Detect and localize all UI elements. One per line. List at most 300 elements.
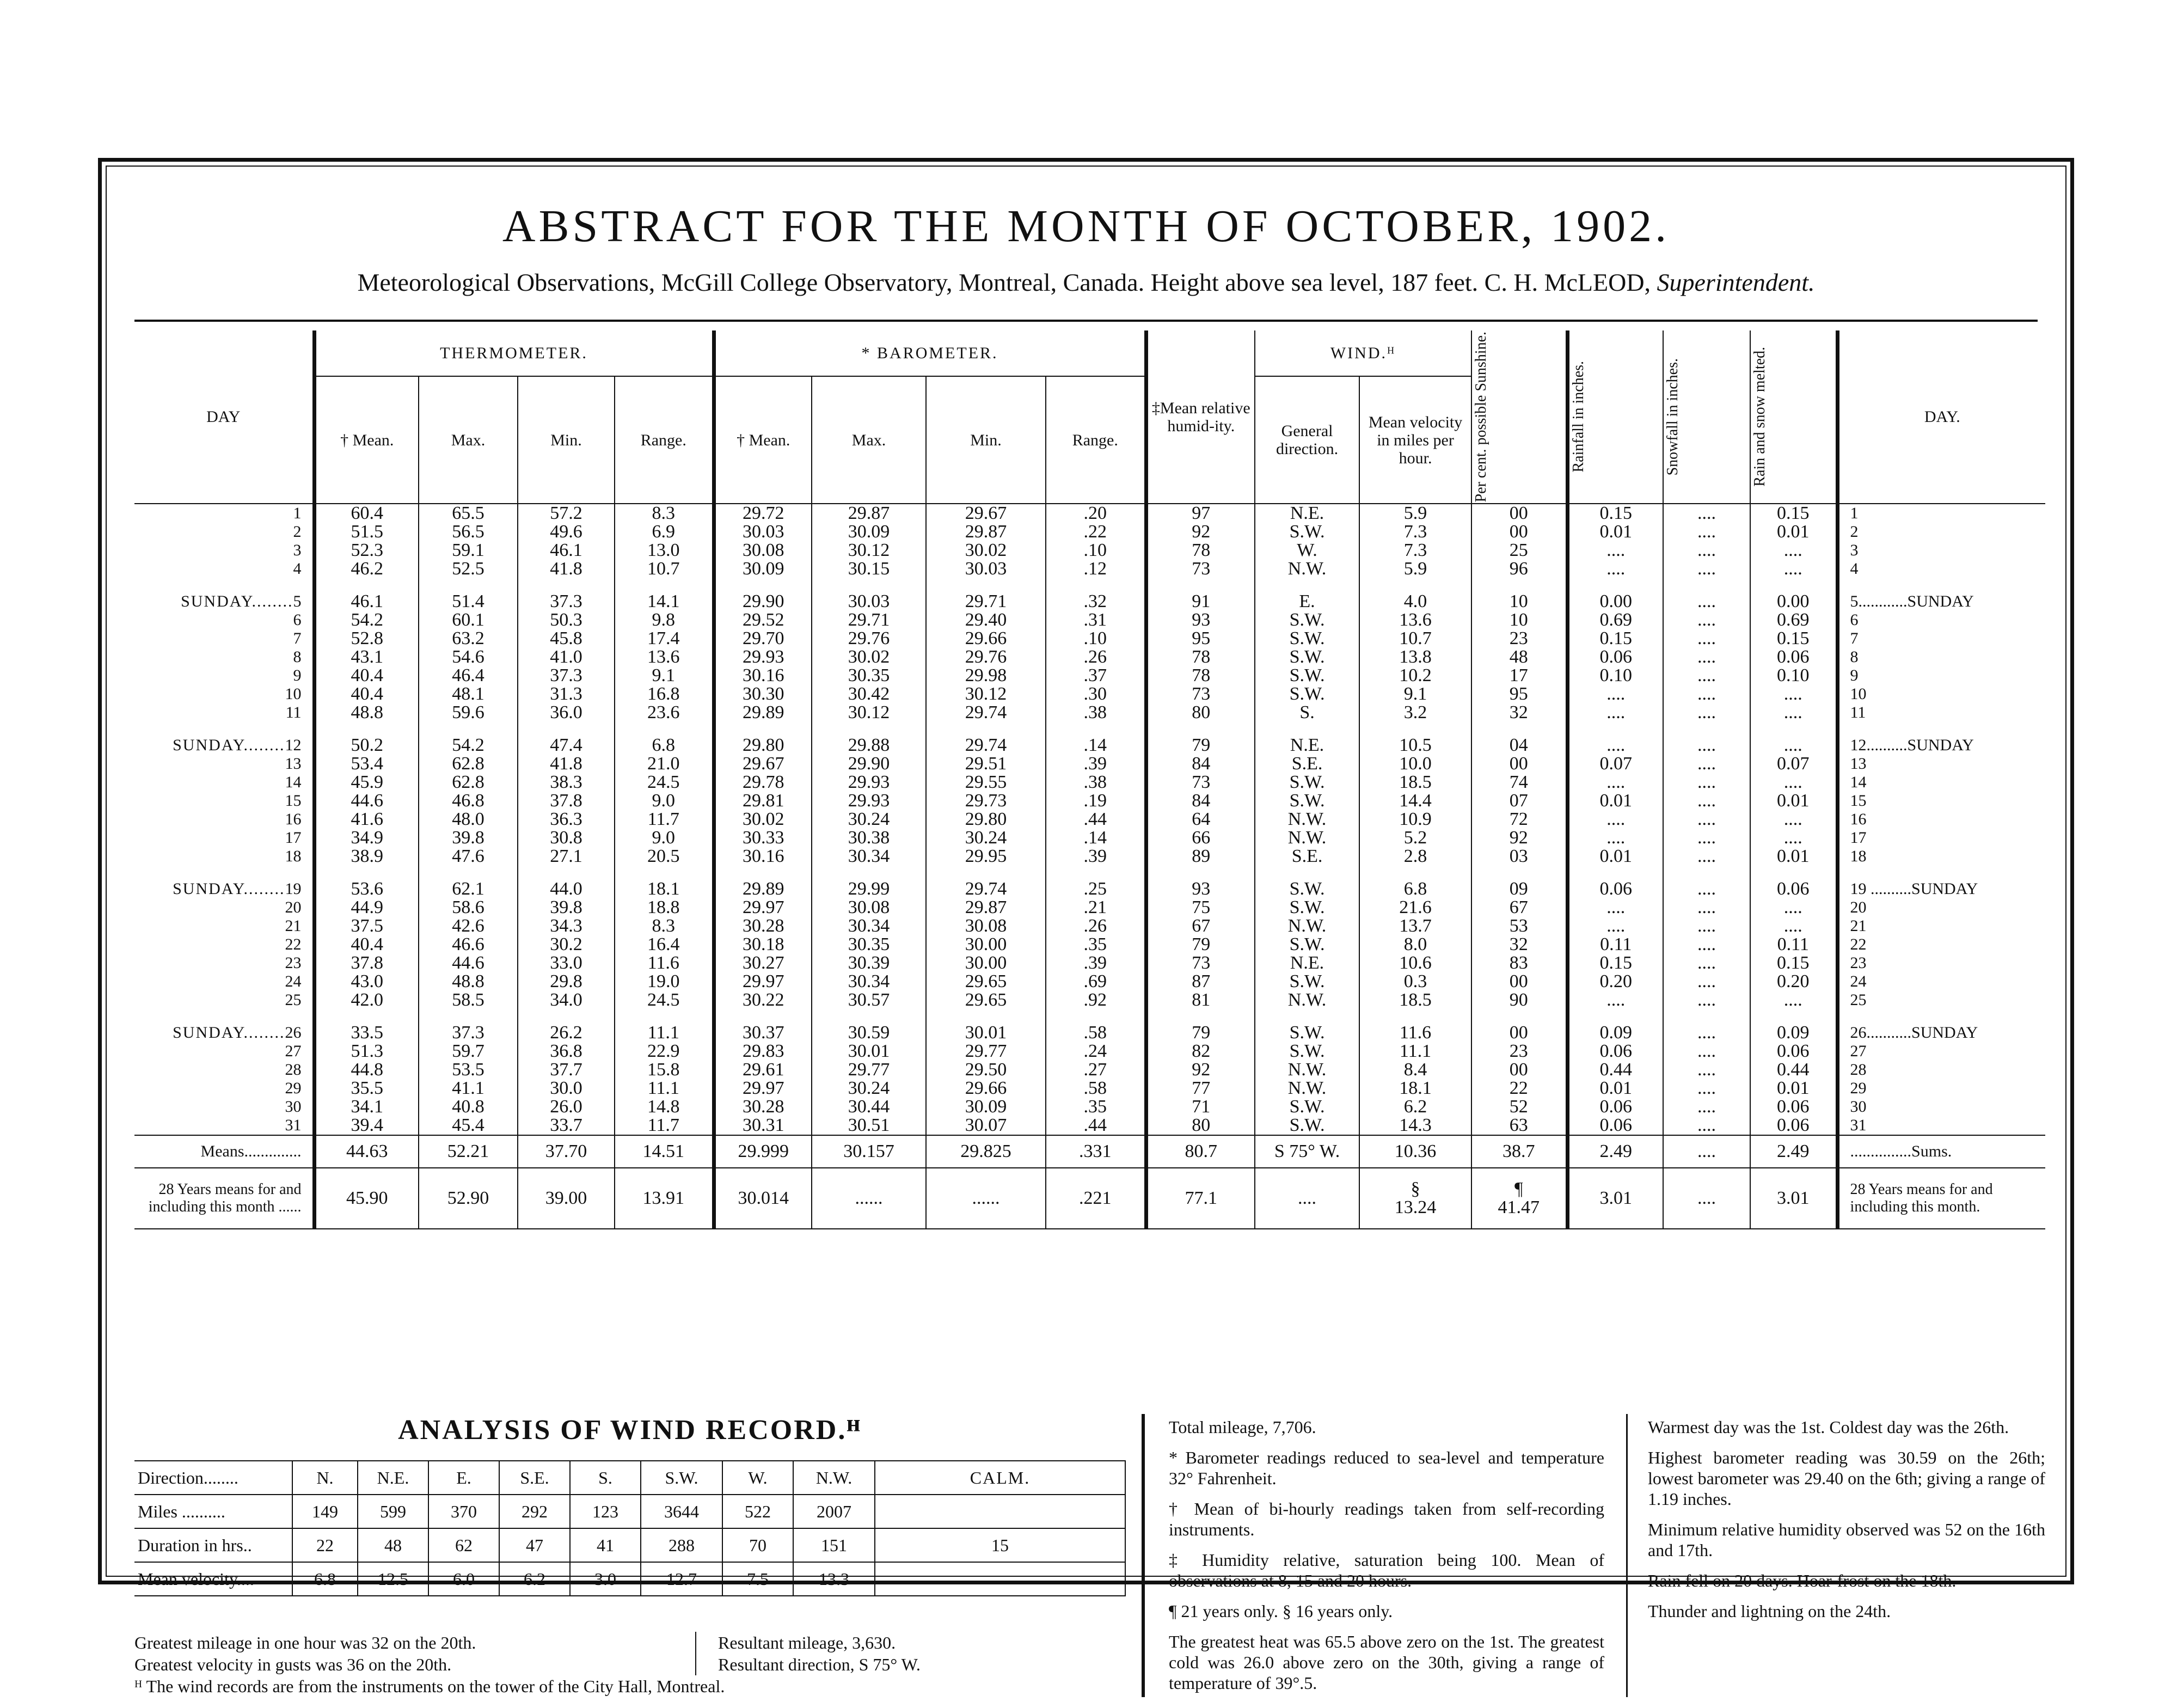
cell-bmax: 30.59	[812, 1024, 926, 1042]
cell-bmax: 30.42	[812, 685, 926, 703]
cell-tmean: 44.8	[314, 1061, 419, 1079]
cell-vel: 18.5	[1359, 773, 1471, 792]
years28-snow: ....	[1663, 1168, 1750, 1229]
cell-dir: S.W.	[1255, 792, 1359, 810]
cell-bmean: 30.03	[714, 523, 812, 541]
wind-cell: 2007	[793, 1495, 875, 1528]
cell-bmin: 29.77	[926, 1042, 1046, 1061]
cell-dir: S.W.	[1255, 523, 1359, 541]
cell-tmax: 62.8	[419, 755, 518, 773]
day-label	[134, 755, 314, 773]
cell-bmean: 29.52	[714, 611, 812, 629]
means-tmean: 44.63	[314, 1135, 419, 1168]
cell-bmin: 30.02	[926, 541, 1046, 560]
cell-tmax: 40.8	[419, 1098, 518, 1116]
cell-tmax: 44.6	[419, 954, 518, 972]
day-label-right: 27	[1837, 1042, 2045, 1061]
years28-brange: .221	[1046, 1168, 1146, 1229]
cell-brange: .31	[1046, 611, 1146, 629]
divider-right	[1626, 1414, 1628, 1697]
cell-rain: ....	[1567, 541, 1663, 560]
wind-note-greatest-mileage: Greatest mileage in one hour was 32 on the 20th.	[134, 1633, 476, 1652]
cell-vel: 11.6	[1359, 1024, 1471, 1042]
cell-vel: 10.2	[1359, 666, 1471, 685]
cell-trange: 6.9	[615, 523, 714, 541]
cell-hum: 81	[1146, 991, 1255, 1009]
wind-notes	[134, 1632, 1125, 1697]
cell-dir: S.W.	[1255, 648, 1359, 666]
cell-vel: 10.7	[1359, 629, 1471, 648]
cell-snow: ....	[1663, 935, 1750, 954]
cell-hum: 67	[1146, 917, 1255, 935]
cell-bmin: 29.66	[926, 629, 1046, 648]
means-trange: 14.51	[615, 1135, 714, 1168]
cell-rain: ....	[1567, 703, 1663, 722]
resultant-mileage: Resultant mileage, 3,630.	[718, 1633, 896, 1652]
cell-dir: N.E.	[1255, 954, 1359, 972]
cell-trange: 16.8	[615, 685, 714, 703]
cell-dir: N.W.	[1255, 1079, 1359, 1098]
day-label	[134, 648, 314, 666]
wind-cell: 41	[570, 1528, 641, 1562]
cell-hum: 93	[1146, 611, 1255, 629]
cell-tmin: 44.0	[518, 880, 615, 898]
cell-sun: 03	[1471, 847, 1567, 866]
cell-rain: 0.00	[1567, 592, 1663, 611]
col-rainfall: Rainfall in inches.	[1567, 330, 1663, 504]
day-label-right: 22	[1837, 935, 2045, 954]
cell-brange: .10	[1046, 629, 1146, 648]
day-label	[134, 880, 314, 898]
cell-tmax: 59.6	[419, 703, 518, 722]
cell-bmin: 29.74	[926, 880, 1046, 898]
cell-bmean: 30.30	[714, 685, 812, 703]
cell-bmean: 29.67	[714, 755, 812, 773]
cell-vel: 8.4	[1359, 1061, 1471, 1079]
cell-trange: 15.8	[615, 1061, 714, 1079]
cell-melt: ....	[1750, 703, 1837, 722]
cell-trange: 8.3	[615, 504, 714, 523]
day-number: 3	[293, 541, 302, 560]
col-baro-range: Range.	[1046, 376, 1146, 504]
cell-dir: S.W.	[1255, 1098, 1359, 1116]
cell-dir: S.W.	[1255, 1116, 1359, 1135]
cell-tmax: 45.4	[419, 1116, 518, 1135]
day-label-right: 26...........SUNDAY	[1837, 1024, 2045, 1042]
cell-rain: 0.06	[1567, 1116, 1663, 1135]
cell-tmin: 41.8	[518, 755, 615, 773]
cell-tmean: 53.6	[314, 880, 419, 898]
cell-vel: 21.6	[1359, 898, 1471, 917]
means-sun: 38.7	[1471, 1135, 1567, 1168]
means-hum: 80.7	[1146, 1135, 1255, 1168]
cell-bmean: 29.97	[714, 898, 812, 917]
cell-sun: 92	[1471, 829, 1567, 847]
cell-bmean: 30.16	[714, 666, 812, 685]
cell-tmax: 39.8	[419, 829, 518, 847]
col-therm-max: Max.	[419, 376, 518, 504]
years28-row	[134, 1168, 2045, 1229]
cell-rain: 0.20	[1567, 972, 1663, 991]
cell-vel: 6.8	[1359, 880, 1471, 898]
cell-hum: 77	[1146, 1079, 1255, 1098]
col-baro-min: Min.	[926, 376, 1046, 504]
col-group-barometer: * BAROMETER.	[714, 330, 1146, 376]
cell-vel: 10.9	[1359, 810, 1471, 829]
wind-cell: 149	[292, 1495, 358, 1528]
day-label	[134, 1116, 314, 1135]
cell-bmax: 30.15	[812, 560, 926, 578]
wind-row-label: Duration in hrs..	[134, 1528, 292, 1562]
cell-tmax: 48.1	[419, 685, 518, 703]
day-number: 31	[285, 1116, 302, 1135]
cell-sun: 74	[1471, 773, 1567, 792]
cell-brange: .10	[1046, 541, 1146, 560]
cell-bmean: 30.27	[714, 954, 812, 972]
day-label-right: 10	[1837, 685, 2045, 703]
cell-tmean: 33.5	[314, 1024, 419, 1042]
cell-sun: 25	[1471, 541, 1567, 560]
cell-trange: 8.3	[615, 917, 714, 935]
cell-bmean: 30.22	[714, 991, 812, 1009]
cell-rain: 0.01	[1567, 792, 1663, 810]
cell-trange: 11.7	[615, 1116, 714, 1135]
cell-tmax: 48.8	[419, 972, 518, 991]
cell-bmax: 30.51	[812, 1116, 926, 1135]
cell-snow: ....	[1663, 1098, 1750, 1116]
day-number: 24	[285, 972, 302, 991]
cell-tmin: 45.8	[518, 629, 615, 648]
cell-hum: 80	[1146, 1116, 1255, 1135]
cell-bmin: 29.40	[926, 611, 1046, 629]
cell-melt: ....	[1750, 541, 1837, 560]
cell-hum: 64	[1146, 810, 1255, 829]
cell-bmin: 30.12	[926, 685, 1046, 703]
cell-melt: ....	[1750, 829, 1837, 847]
sunday-label: SUNDAY........	[181, 592, 293, 611]
cell-trange: 23.6	[615, 703, 714, 722]
cell-rain: ....	[1567, 685, 1663, 703]
sunday-label: SUNDAY........	[173, 736, 285, 755]
cell-sun: 00	[1471, 972, 1567, 991]
cell-tmax: 58.5	[419, 991, 518, 1009]
table-row	[134, 898, 2045, 917]
cell-tmax: 46.6	[419, 935, 518, 954]
cell-bmean: 29.61	[714, 1061, 812, 1079]
day-label	[134, 972, 314, 991]
cell-tmean: 40.4	[314, 685, 419, 703]
cell-trange: 11.1	[615, 1024, 714, 1042]
wind-cell: 12.5	[358, 1562, 428, 1596]
cell-melt: 0.07	[1750, 755, 1837, 773]
day-label	[134, 1024, 314, 1042]
col-day: DAY	[134, 330, 314, 504]
cell-brange: .27	[1046, 1061, 1146, 1079]
means-tmax: 52.21	[419, 1135, 518, 1168]
cell-vel: 2.8	[1359, 847, 1471, 866]
cell-bmax: 30.03	[812, 592, 926, 611]
cell-hum: 71	[1146, 1098, 1255, 1116]
cell-bmean: 30.09	[714, 560, 812, 578]
wind-cell: 22	[292, 1528, 358, 1562]
cell-rain: ....	[1567, 810, 1663, 829]
cell-rain: 0.09	[1567, 1024, 1663, 1042]
cell-bmean: 29.70	[714, 629, 812, 648]
wind-cell: 292	[499, 1495, 570, 1528]
cell-tmean: 40.4	[314, 935, 419, 954]
cell-trange: 13.6	[615, 648, 714, 666]
cell-tmin: 37.3	[518, 592, 615, 611]
day-number: 4	[293, 560, 302, 578]
cell-bmax: 29.77	[812, 1061, 926, 1079]
cell-melt: ....	[1750, 917, 1837, 935]
cell-snow: ....	[1663, 504, 1750, 523]
cell-tmin: 30.2	[518, 935, 615, 954]
cell-vel: 8.0	[1359, 935, 1471, 954]
cell-melt: ....	[1750, 991, 1837, 1009]
wind-row-miles	[134, 1495, 1125, 1528]
cell-trange: 18.1	[615, 880, 714, 898]
note-right: Thunder and lightning on the 24th.	[1648, 1601, 1891, 1621]
table-row	[134, 880, 2045, 898]
col-day-right: DAY.	[1837, 330, 2045, 504]
table-row	[134, 648, 2045, 666]
cell-tmax: 53.5	[419, 1061, 518, 1079]
cell-brange: .58	[1046, 1024, 1146, 1042]
cell-dir: N.W.	[1255, 829, 1359, 847]
day-number: 15	[285, 792, 302, 810]
wind-cell: CALM.	[875, 1461, 1125, 1495]
day-label-right: 7	[1837, 629, 2045, 648]
cell-brange: .14	[1046, 736, 1146, 755]
means-bmin: 29.825	[926, 1135, 1046, 1168]
cell-tmax: 54.6	[419, 648, 518, 666]
cell-tmin: 37.7	[518, 1061, 615, 1079]
cell-rain: ....	[1567, 736, 1663, 755]
cell-trange: 11.7	[615, 810, 714, 829]
cell-vel: 11.1	[1359, 1042, 1471, 1061]
cell-melt: ....	[1750, 560, 1837, 578]
cell-bmean: 29.97	[714, 972, 812, 991]
cell-hum: 82	[1146, 1042, 1255, 1061]
day-number: 26	[285, 1024, 302, 1042]
years28-hum: 77.1	[1146, 1168, 1255, 1229]
years28-melt: 3.01	[1750, 1168, 1837, 1229]
cell-sun: 00	[1471, 504, 1567, 523]
cell-tmean: 40.4	[314, 666, 419, 685]
cell-sun: 10	[1471, 611, 1567, 629]
subtitle-superintendent: Superintendent.	[1657, 268, 1815, 296]
cell-sun: 09	[1471, 880, 1567, 898]
cell-brange: .24	[1046, 1042, 1146, 1061]
col-wind-direction: General direction.	[1255, 376, 1359, 504]
cell-tmax: 59.1	[419, 541, 518, 560]
means-melt: 2.49	[1750, 1135, 1837, 1168]
cell-melt: 0.11	[1750, 935, 1837, 954]
wind-cell: 522	[722, 1495, 793, 1528]
note-right: Warmest day was the 1st. Coldest day was the 26th.	[1648, 1417, 2009, 1437]
cell-brange: .38	[1046, 773, 1146, 792]
cell-tmin: 33.0	[518, 954, 615, 972]
wind-cell	[875, 1562, 1125, 1596]
means-bmean: 29.999	[714, 1135, 812, 1168]
cell-bmax: 29.76	[812, 629, 926, 648]
cell-bmax: 30.24	[812, 810, 926, 829]
wind-cell: 62	[428, 1528, 499, 1562]
cell-vel: 5.9	[1359, 560, 1471, 578]
day-number: 13	[285, 755, 302, 773]
cell-bmin: 30.24	[926, 829, 1046, 847]
day-label	[134, 898, 314, 917]
day-label-right: 17	[1837, 829, 2045, 847]
cell-bmax: 30.34	[812, 917, 926, 935]
day-number: 27	[285, 1042, 302, 1061]
cell-brange: .35	[1046, 1098, 1146, 1116]
day-number: 9	[293, 666, 302, 685]
years28-tmax: 52.90	[419, 1168, 518, 1229]
cell-trange: 13.0	[615, 541, 714, 560]
day-label	[134, 666, 314, 685]
table-row	[134, 935, 2045, 954]
cell-vel: 9.1	[1359, 685, 1471, 703]
wind-cell: 6.0	[428, 1562, 499, 1596]
cell-tmin: 33.7	[518, 1116, 615, 1135]
sums-label: ...............Sums.	[1837, 1135, 2045, 1168]
col-rain-snow: Rain and snow melted.	[1750, 330, 1837, 504]
cell-hum: 91	[1146, 592, 1255, 611]
cell-trange: 17.4	[615, 629, 714, 648]
cell-melt: 0.01	[1750, 792, 1837, 810]
cell-hum: 78	[1146, 648, 1255, 666]
cell-snow: ....	[1663, 1024, 1750, 1042]
col-sunshine: Per cent. possible Sunshine.	[1471, 330, 1567, 504]
cell-sun: 07	[1471, 792, 1567, 810]
week-gap	[134, 578, 2045, 592]
cell-sun: 00	[1471, 1024, 1567, 1042]
cell-snow: ....	[1663, 648, 1750, 666]
cell-trange: 11.6	[615, 954, 714, 972]
cell-tmax: 65.5	[419, 504, 518, 523]
cell-dir: N.W.	[1255, 917, 1359, 935]
day-label	[134, 523, 314, 541]
cell-bmean: 30.37	[714, 1024, 812, 1042]
table-row	[134, 1098, 2045, 1116]
cell-sun: 00	[1471, 1061, 1567, 1079]
cell-dir: N.W.	[1255, 991, 1359, 1009]
cell-brange: .14	[1046, 829, 1146, 847]
day-label	[134, 773, 314, 792]
day-label	[134, 611, 314, 629]
years28-vel	[1359, 1168, 1471, 1229]
wind-analysis-title: ANALYSIS OF WIND RECORD.ᴴ	[398, 1415, 862, 1446]
footnote-mark: ¶	[1514, 1179, 1523, 1199]
cell-tmean: 60.4	[314, 504, 419, 523]
cell-tmin: 29.8	[518, 972, 615, 991]
cell-bmin: 29.65	[926, 991, 1046, 1009]
day-label-right: 11	[1837, 703, 2045, 722]
note-mid: The greatest heat was 65.5 above zero on the 1st. The greatest cold was 26.0 above zero on the 30th, giving a range of temperature of 39°.5.	[1169, 1632, 1604, 1693]
cell-tmean: 37.5	[314, 917, 419, 935]
cell-snow: ....	[1663, 810, 1750, 829]
cell-brange: .38	[1046, 703, 1146, 722]
cell-trange: 9.0	[615, 792, 714, 810]
cell-bmean: 29.80	[714, 736, 812, 755]
cell-snow: ....	[1663, 611, 1750, 629]
day-number: 19	[285, 880, 302, 898]
cell-melt: ....	[1750, 736, 1837, 755]
wind-cell: S.E.	[499, 1461, 570, 1495]
cell-tmin: 46.1	[518, 541, 615, 560]
cell-bmin: 29.65	[926, 972, 1046, 991]
cell-bmean: 29.78	[714, 773, 812, 792]
cell-tmean: 51.5	[314, 523, 419, 541]
day-number: 25	[285, 991, 302, 1009]
cell-rain: 0.11	[1567, 935, 1663, 954]
cell-vel: 18.5	[1359, 991, 1471, 1009]
cell-rain: ....	[1567, 560, 1663, 578]
cell-hum: 73	[1146, 954, 1255, 972]
day-number: 18	[285, 847, 302, 866]
cell-tmean: 35.5	[314, 1079, 419, 1098]
day-label	[134, 1042, 314, 1061]
cell-tmean: 39.4	[314, 1116, 419, 1135]
cell-rain: 0.06	[1567, 648, 1663, 666]
cell-bmin: 29.98	[926, 666, 1046, 685]
cell-bmax: 30.39	[812, 954, 926, 972]
cell-bmax: 30.12	[812, 541, 926, 560]
table-row	[134, 917, 2045, 935]
years28-trange: 13.91	[615, 1168, 714, 1229]
cell-sun: 10	[1471, 592, 1567, 611]
observations-table	[134, 330, 2045, 1229]
wind-cell: 15	[875, 1528, 1125, 1562]
cell-brange: .44	[1046, 810, 1146, 829]
cell-snow: ....	[1663, 1116, 1750, 1135]
col-therm-mean: † Mean.	[314, 376, 419, 504]
cell-hum: 92	[1146, 1061, 1255, 1079]
cell-hum: 84	[1146, 755, 1255, 773]
day-label-right: 29	[1837, 1079, 2045, 1098]
cell-rain: 0.15	[1567, 504, 1663, 523]
cell-snow: ....	[1663, 1042, 1750, 1061]
cell-tmin: 30.8	[518, 829, 615, 847]
note-right: Rain fell on 20 days. Hoar-frost on the 18th.	[1648, 1571, 1957, 1590]
week-gap	[134, 1009, 2045, 1024]
day-number: 6	[293, 611, 302, 629]
wind-analysis-table	[134, 1460, 1126, 1596]
cell-bmax: 30.57	[812, 991, 926, 1009]
cell-rain: 0.01	[1567, 1079, 1663, 1098]
cell-snow: ....	[1663, 1061, 1750, 1079]
cell-hum: 93	[1146, 880, 1255, 898]
cell-bmin: 29.51	[926, 755, 1046, 773]
day-label-right: 30	[1837, 1098, 2045, 1116]
cell-bmin: 29.74	[926, 736, 1046, 755]
day-number: 22	[285, 935, 302, 954]
cell-melt: 0.69	[1750, 611, 1837, 629]
cell-melt: 0.15	[1750, 629, 1837, 648]
cell-vel: 13.7	[1359, 917, 1471, 935]
note-right: Highest barometer reading was 30.59 on the 26th; lowest barometer was 29.40 on the 6th; giving a range of 1.19 inches.	[1648, 1448, 2045, 1509]
cell-bmin: 30.00	[926, 935, 1046, 954]
cell-bmin: 29.87	[926, 523, 1046, 541]
wind-cell: 6.8	[292, 1562, 358, 1596]
note-mid: ‡ Humidity relative, saturation being 100. Mean of observations at 8, 15 and 20 hours.	[1169, 1550, 1604, 1590]
cell-bmean: 30.31	[714, 1116, 812, 1135]
wind-cell: 6.2	[499, 1562, 570, 1596]
cell-tmax: 60.1	[419, 611, 518, 629]
wind-cell: 599	[358, 1495, 428, 1528]
